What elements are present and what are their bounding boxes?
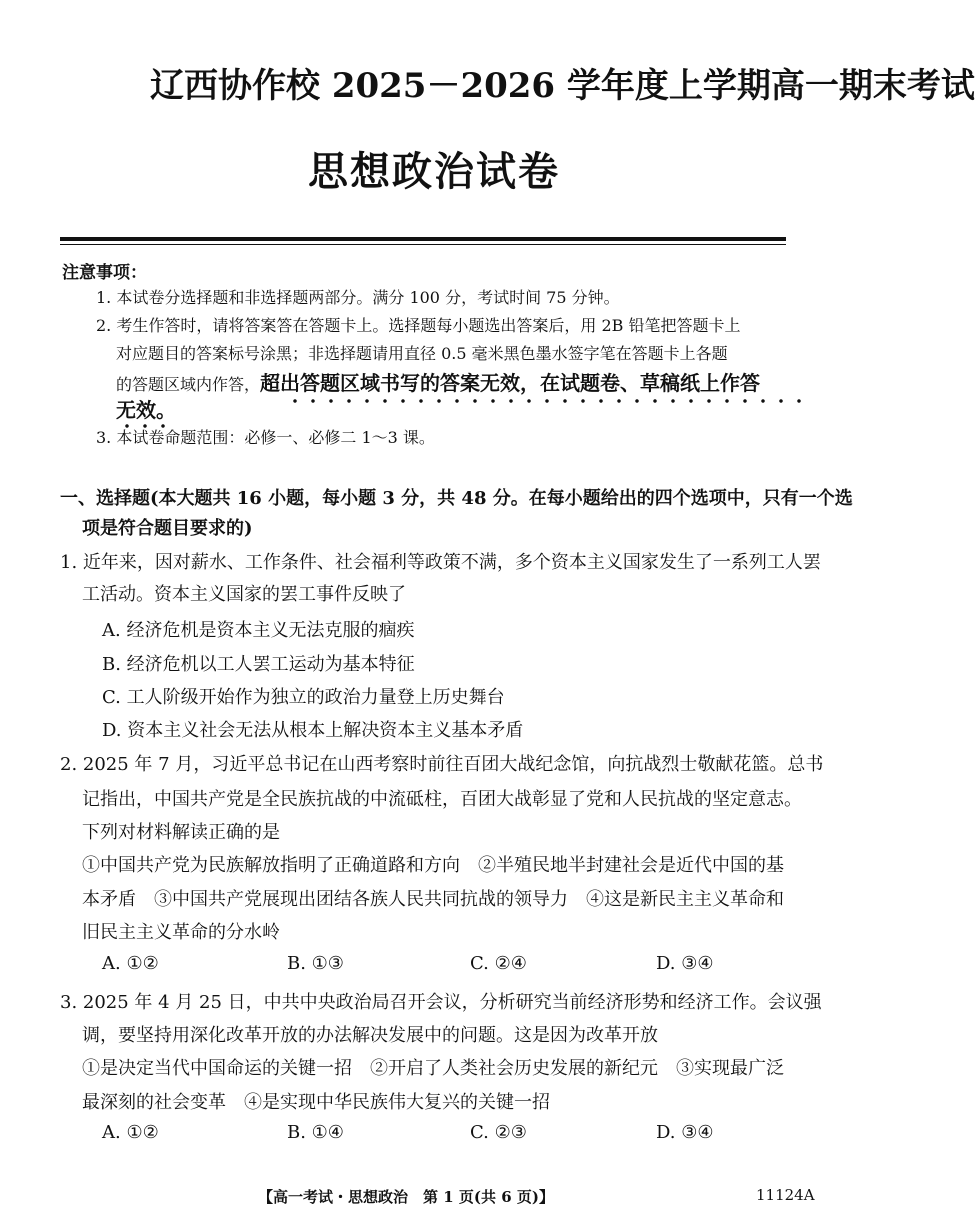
q3-option-a: A. ①② <box>102 1122 159 1143</box>
q2-option-b: B. ①③ <box>287 953 344 974</box>
page-footer-label: 【高一考试・思想政治 第 1 页(共 6 页)】 <box>258 1188 554 1206</box>
q2-statements-line-3: 旧民主主义革命的分水岭 <box>82 922 280 943</box>
q3-option-d: D. ③④ <box>656 1122 714 1143</box>
q1-stem-line-1: 1. 近年来，因对薪水、工作条件、社会福利等政策不满，多个资本主义国家发生了一系列工人罢 <box>60 552 821 573</box>
section-1-heading-line-1: 一、选择题(本大题共 16 小题，每小题 3 分，共 48 分。在每小题给出的四个选项中，只有一个选 <box>60 488 853 509</box>
q3-statements-line-1: ①是决定当代中国命运的关键一招 ②开启了人类社会历史发展的新纪元 ③实现最广泛 <box>82 1058 784 1079</box>
q3-option-b: B. ①④ <box>287 1122 344 1143</box>
notice-item-2-line-1: 2. 考生作答时，请将答案答在答题卡上。选择题每小题选出答案后，用 2B 铅笔把答题卡上 <box>96 316 741 335</box>
section-1-heading-line-2: 项是符合题目要求的) <box>82 518 253 539</box>
emphasis-dots-line-3 <box>286 399 806 403</box>
page-footer-code: 11124A <box>756 1186 815 1204</box>
q2-option-a: A. ①② <box>102 953 159 974</box>
q2-statements-line-2: 本矛盾 ③中国共产党展现出团结各族人民共同抗战的领导力 ④这是新民主主义革命和 <box>82 889 784 910</box>
q2-stem-line-1: 2. 2025 年 7 月，习近平总书记在山西考察时前往百团大战纪念馆，向抗战烈士敬献花篮。总书 <box>60 754 824 775</box>
q2-option-c: C. ②④ <box>470 953 527 974</box>
notice-item-3: 3. 本试卷命题范围：必修一、必修二 1～3 课。 <box>96 428 435 447</box>
q3-option-c: C. ②③ <box>470 1122 527 1143</box>
notice-item-2-line-4: 无效。 <box>116 398 176 422</box>
q1-option-c: C. 工人阶级开始作为独立的政治力量登上历史舞台 <box>102 687 505 708</box>
notice-item-2-line-3-plain: 的答题区域内作答， <box>116 375 261 394</box>
q3-stem-line-1: 3. 2025 年 4 月 25 日，中共中央政治局召开会议，分析研究当前经济形势和经济工作。会议强 <box>60 992 822 1013</box>
q3-statements-line-2: 最深刻的社会变革 ④是实现中华民族伟大复兴的关键一招 <box>82 1092 550 1113</box>
notice-item-1: 1. 本试卷分选择题和非选择题两部分。满分 100 分，考试时间 75 分钟。 <box>96 288 620 307</box>
q2-stem-line-2: 记指出，中国共产党是全民族抗战的中流砥柱，百团大战彰显了党和人民抗战的坚定意志。 <box>82 789 802 810</box>
q1-stem-line-2: 工活动。资本主义国家的罢工事件反映了 <box>82 584 406 605</box>
notice-emphasis-text: 超出答题区域书写的答案无效，在试题卷、草稿纸上作答 <box>260 371 761 395</box>
q1-option-a: A. 经济危机是资本主义无法克服的痼疾 <box>102 620 415 641</box>
q3-stem-line-2: 调，要坚持用深化改革开放的办法解决发展中的问题。这是因为改革开放 <box>82 1025 658 1046</box>
q2-statements-line-1: ①中国共产党为民族解放指明了正确道路和方向 ②半殖民地半封建社会是近代中国的基 <box>82 855 784 876</box>
notice-item-2-line-3 <box>116 373 760 395</box>
subject-title: 思想政治试卷 <box>308 148 560 195</box>
header-rule-thin <box>60 244 786 245</box>
notice-heading: 注意事项： <box>62 263 147 283</box>
notice-item-2-line-2: 对应题目的答案标号涂黑；非选择题请用直径 0.5 毫米黑色墨水签字笔在答题卡上各题 <box>116 344 728 363</box>
q2-option-d: D. ③④ <box>656 953 714 974</box>
header-rule-thick <box>60 237 786 241</box>
q1-option-d: D. 资本主义社会无法从根本上解决资本主义基本矛盾 <box>102 720 524 741</box>
exam-title: 辽西协作校 2025－2026 学年度上学期高一期末考试 <box>150 66 975 106</box>
q2-stem-line-3: 下列对材料解读正确的是 <box>82 822 280 843</box>
q1-option-b: B. 经济危机以工人罢工运动为基本特征 <box>102 654 415 675</box>
